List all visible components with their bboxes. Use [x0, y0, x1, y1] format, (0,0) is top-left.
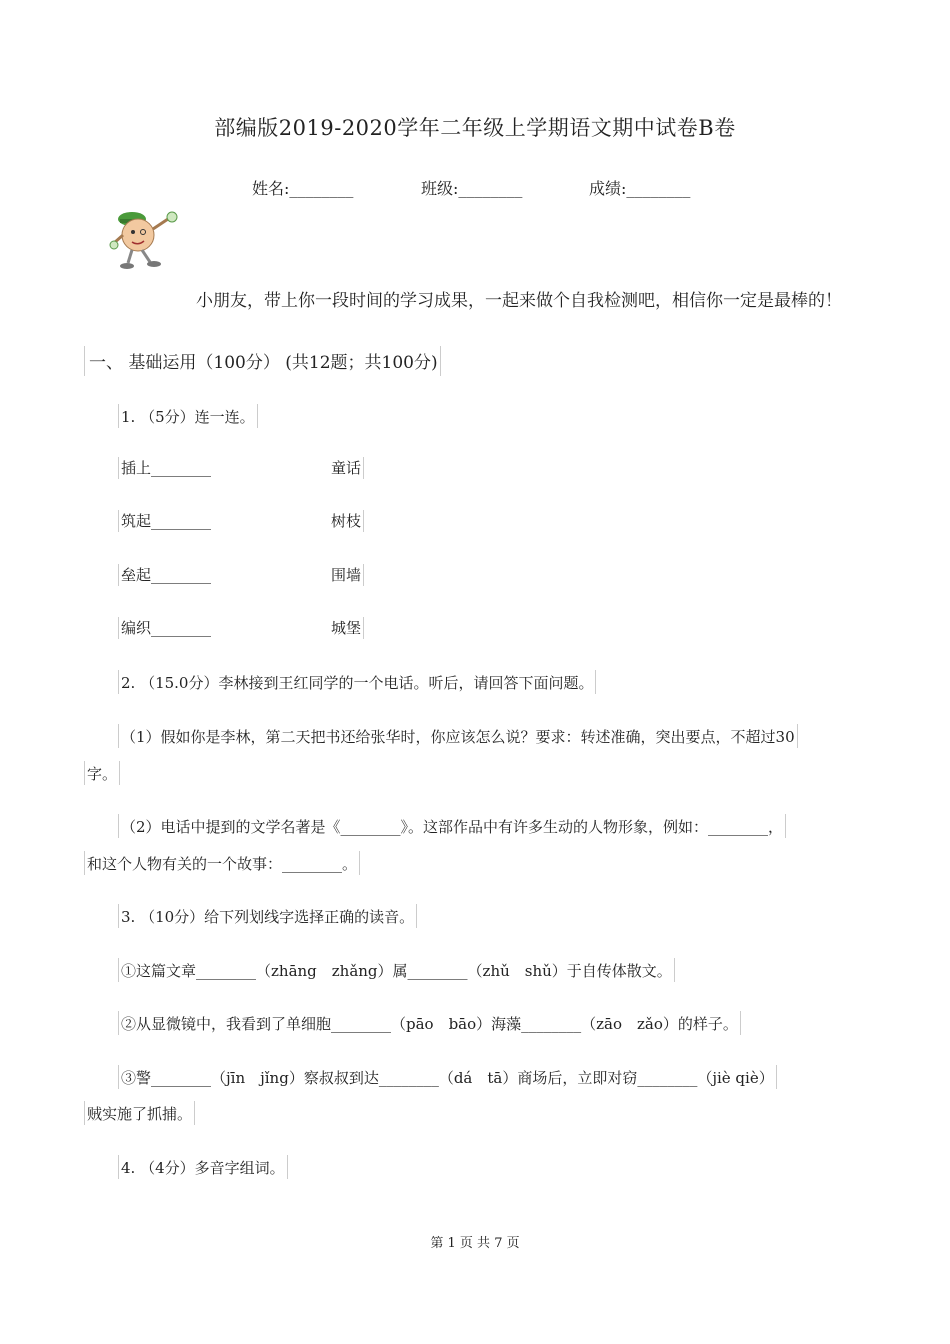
page-footer: 第 1 页 共 7 页 [430, 1236, 520, 1251]
match-left: 筑起________ [121, 512, 212, 530]
class-field: 班级:________ [421, 179, 523, 198]
question-3-item-3-line-2: 贼实施了抓捕。 [84, 1101, 195, 1125]
name-field: 姓名:________ [252, 179, 354, 198]
question-2-part-1-line-1: （1）假如你是李林，第二天把书还给张华时，你应该怎么说？要求：转述准确，突出要点，不超过30 [118, 724, 798, 748]
question-2-part-1-line-2: 字。 [84, 761, 120, 785]
question-2-stem: 2. （15.0分）李林接到王红同学的一个电话。听后，请回答下面问题。 [118, 670, 596, 694]
question-3-item-3-line-1: ③警________（jīn jǐng）察叔叔到达________（dá tā）商场后，立即对窃________（jiè qiè） [118, 1065, 777, 1089]
page-title: 部编版2019-2020学年二年级上学期语文期中试卷B卷 [214, 116, 736, 140]
match-right: 城堡 [330, 619, 361, 637]
match-right: 树枝 [330, 512, 361, 530]
question-4-stem: 4. （4分）多音字组词。 [118, 1155, 288, 1179]
question-2-part-2-line-1: （2）电话中提到的文学名著是《________》。这部作品中有许多生动的人物形象，例如：________， [118, 814, 786, 838]
match-right: 围墙 [330, 566, 361, 584]
match-left: 垒起________ [121, 566, 212, 584]
question-3-item-1: ①这篇文章________（zhāng zhǎng）属________（zhǔ shǔ）于自传体散文。 [118, 958, 675, 982]
match-row [118, 510, 364, 532]
score-field: 成绩:________ [589, 179, 691, 198]
match-right: 童话 [330, 459, 361, 477]
match-row [118, 617, 364, 639]
question-1-stem: 1. （5分）连一连。 [118, 404, 258, 428]
match-left: 插上________ [121, 459, 212, 477]
question-2-part-2-line-2: 和这个人物有关的一个故事：________。 [84, 851, 360, 875]
match-row [118, 564, 364, 586]
match-row [118, 457, 364, 479]
question-3-stem: 3. （10分）给下列划线字选择正确的读音。 [118, 904, 417, 928]
question-3-item-2: ②从显微镜中，我看到了单细胞________（pāo bāo）海藻________（zāo zǎo）的样子。 [118, 1011, 741, 1035]
section-heading: 一、 基础运用（100分） (共12题；共100分) [84, 346, 441, 376]
intro-text: 小朋友，带上你一段时间的学习成果，一起来做个自我检测吧，相信你一定是最棒的！ [196, 291, 842, 311]
match-left: 编织________ [121, 619, 212, 637]
mascot-illustration [108, 205, 186, 271]
